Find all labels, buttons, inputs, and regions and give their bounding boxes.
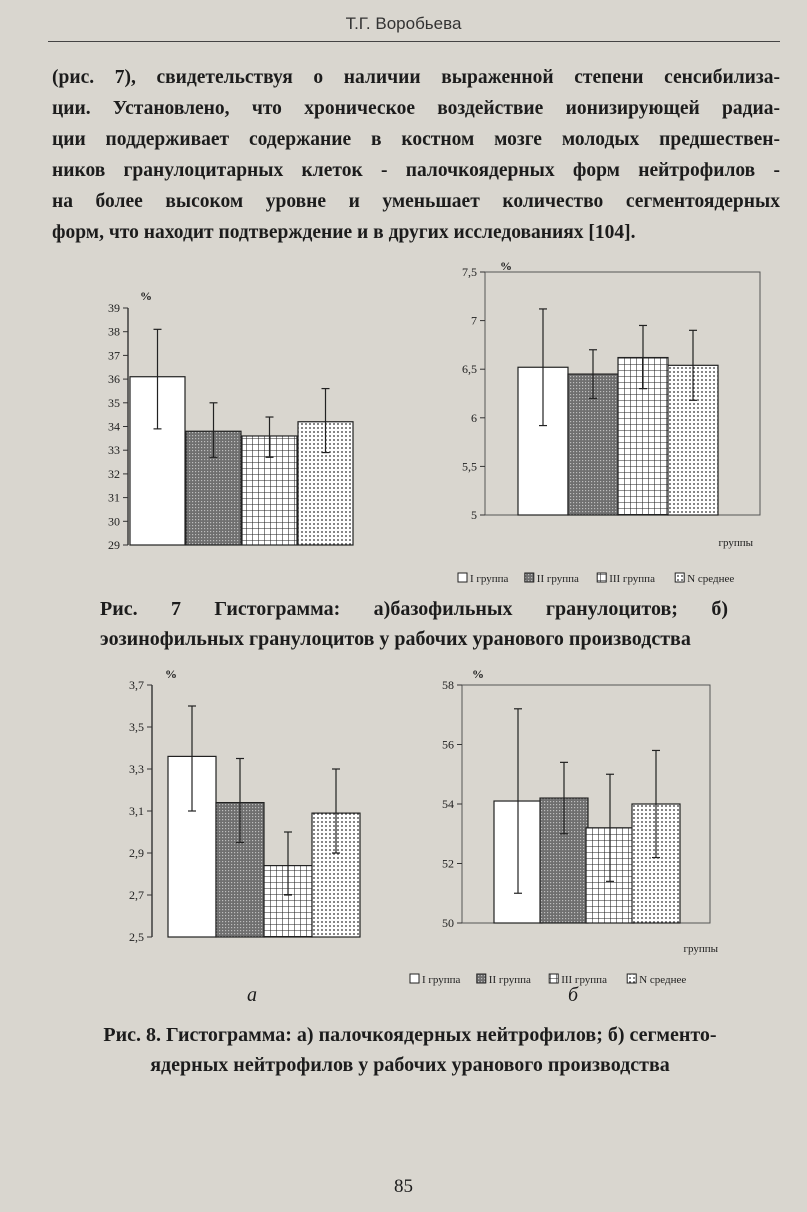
y-tick-label: 2,5 (129, 930, 144, 944)
y-tick-label: 37 (108, 348, 120, 363)
y-tick-label: 2,9 (129, 846, 144, 860)
paragraph-line: форм, что находит подтверждение и в других исследованиях [104]. (52, 222, 636, 243)
y-tick-label: 34 (108, 419, 120, 434)
legend-swatch (458, 573, 467, 582)
y-axis-label: % (140, 289, 152, 303)
y-tick-label: 3,7 (129, 678, 144, 692)
y-tick-label: 52 (442, 856, 454, 871)
legend-label: II группа (488, 974, 531, 986)
y-axis-label: % (165, 667, 177, 681)
legend-swatch (675, 573, 684, 582)
chart-eosinophil-histogram (420, 250, 807, 595)
y-tick-label: 29 (108, 538, 120, 552)
chart-band-neutrophil-histogram (0, 660, 420, 960)
legend-label: I группа (470, 573, 509, 585)
chart-basophil-histogram (0, 270, 420, 600)
chart-segmented-neutrophil-histogram (400, 660, 807, 990)
x-axis-label: группы (718, 537, 753, 549)
y-tick-label: 7,5 (462, 265, 477, 279)
legend-swatch (477, 974, 486, 983)
y-tick-label: 3,5 (129, 720, 144, 734)
y-tick-label: 31 (108, 490, 120, 505)
legend-label: N среднее (639, 974, 687, 986)
y-tick-label: 3,1 (129, 804, 144, 818)
y-tick-label: 33 (108, 443, 120, 458)
y-tick-label: 39 (108, 301, 120, 315)
y-tick-label: 5,5 (462, 459, 477, 474)
paragraph-line: на более высоком уровне и уменьшает количество сегментоядерных (52, 191, 780, 212)
legend-swatch (549, 974, 558, 983)
running-head: Т.Г. Воробьева (345, 14, 462, 33)
legend-swatch (627, 974, 636, 983)
y-tick-label: 6,5 (462, 362, 477, 377)
y-tick-label: 35 (108, 395, 120, 410)
figure-8-sublabel-b: б (568, 984, 579, 1006)
page-number: 85 (394, 1176, 413, 1197)
legend-label: III группа (609, 573, 655, 585)
y-tick-label: 54 (442, 797, 454, 811)
legend-label: III группа (561, 974, 607, 986)
body-paragraph (52, 62, 780, 248)
figure-8-caption: Рис. 8. Гистограмма: а) палочкоядерных нейтрофилов; б) сегменто-ядерных нейтрофилов у рабочих уранового производства (103, 1024, 717, 1076)
y-tick-label: 6 (471, 410, 477, 425)
paragraph-line: ции. Установлено, что хроническое воздействие ионизирующей радиа- (52, 98, 780, 119)
legend-swatch (410, 974, 419, 983)
figure-8-sublabel-a: а (247, 984, 257, 1006)
legend-swatch (597, 573, 606, 582)
y-tick-label: 7 (471, 313, 477, 328)
y-axis-label: % (472, 667, 484, 681)
paragraph-line: ников гранулоцитарных клеток - палочкоядерных форм нейтрофилов - (52, 160, 780, 181)
y-tick-label: 36 (108, 372, 120, 387)
y-tick-label: 58 (442, 678, 454, 692)
y-tick-label: 50 (442, 916, 454, 930)
legend-label: I группа (422, 974, 461, 986)
legend-label: N среднее (687, 573, 735, 585)
figure-7-caption: Рис. 7 Гистограмма: а)базофильных гранулоцитов; б) эозинофильных гранулоцитов у рабочих уранового производства (100, 598, 728, 650)
y-tick-label: 5 (471, 508, 477, 522)
y-tick-label: 2,7 (129, 888, 144, 902)
paragraph-line: ции поддерживает содержание в костном мозге молодых предшествен- (52, 129, 780, 150)
y-tick-label: 30 (108, 514, 120, 529)
y-tick-label: 56 (442, 737, 454, 752)
header-rule (48, 41, 780, 42)
legend-label: II группа (536, 573, 579, 585)
y-tick-label: 3,3 (129, 762, 144, 776)
y-tick-label: 32 (108, 466, 120, 481)
y-tick-label: 38 (108, 324, 120, 339)
paragraph-line: (рис. 7), свидетельствуя о наличии выраженной степени сенсибилиза- (52, 67, 780, 88)
y-axis-label: % (500, 259, 512, 273)
x-axis-label: группы (683, 943, 718, 955)
legend-swatch (525, 573, 534, 582)
